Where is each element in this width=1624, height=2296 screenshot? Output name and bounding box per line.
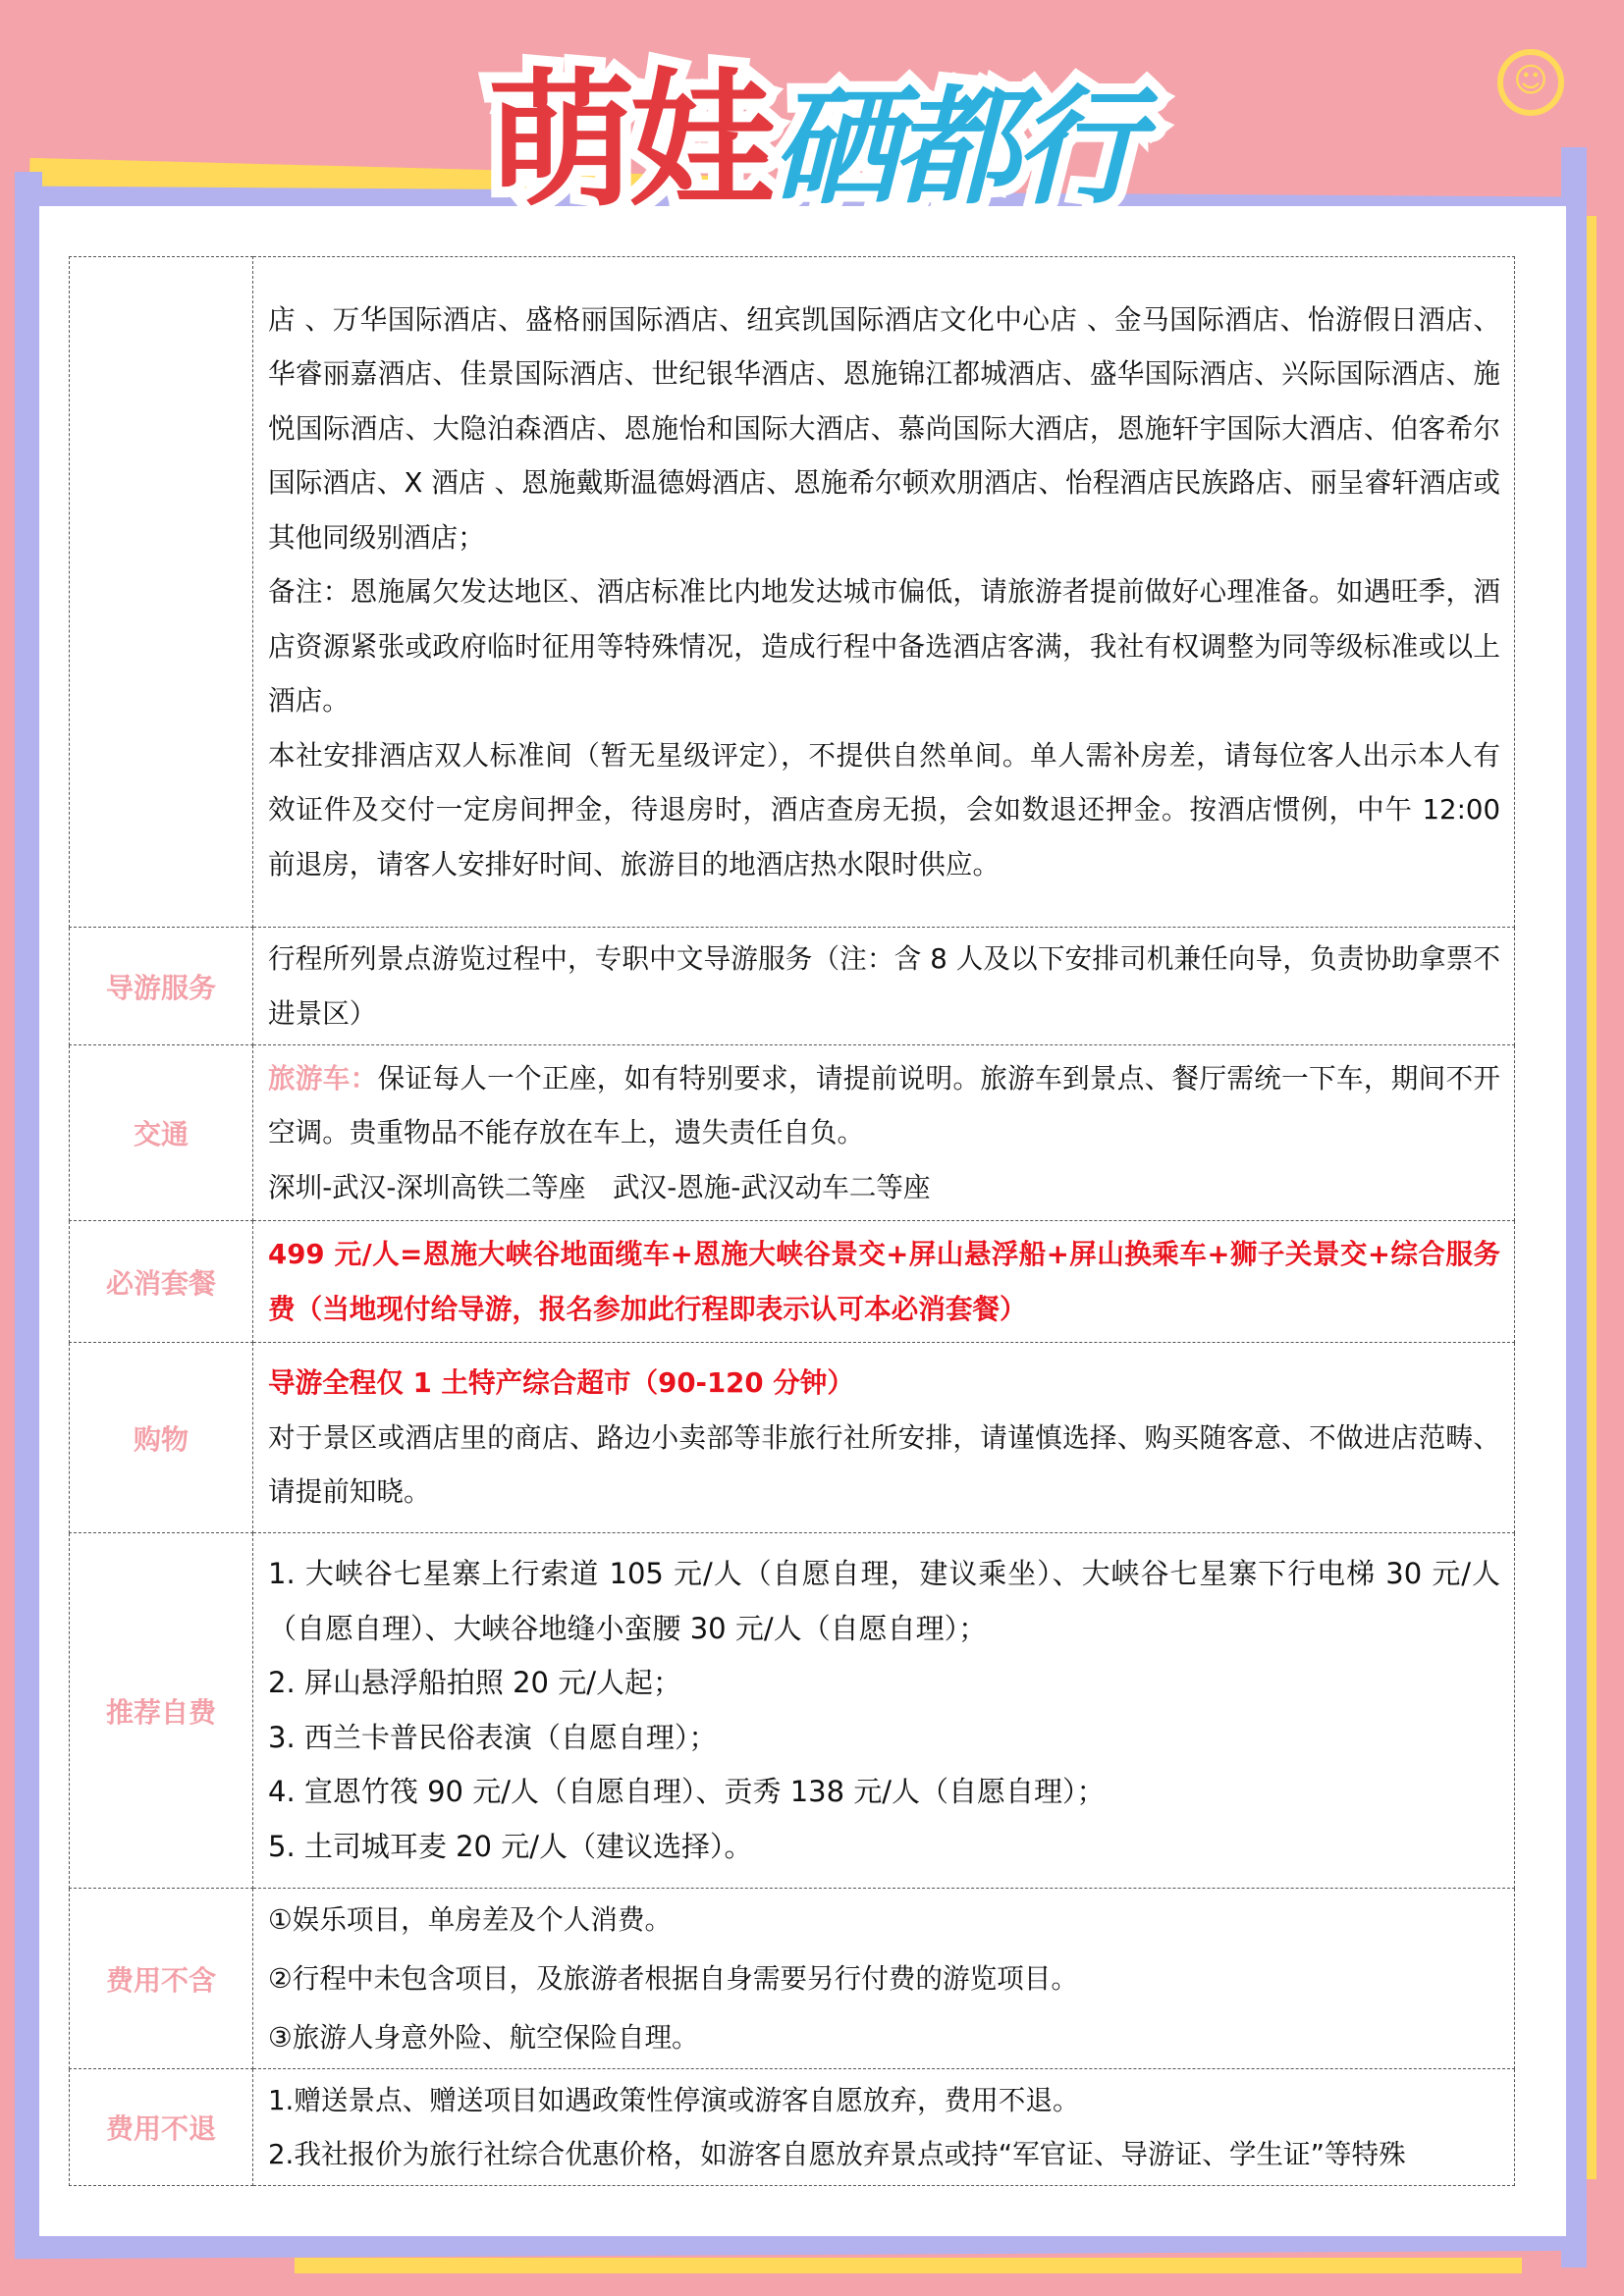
room-policy-text: 本社安排酒店双人标准间（暂无星级评定），不提供自然单间。单人需补房差，请每位客人出示本人有效证件及交付一定房间押金，待退房时，酒店查房无损，会如数退还押金。按酒店惯例，中午 12:00 前退房，请客人安排好时间、旅游目的地酒店热水限时供应。 bbox=[268, 738, 1500, 881]
bus-text: 保证每人一个正座，如有特别要求，请提前说明。旅游车到景点、餐厅需统一下车，期间不开空调。贵重物品不能存放在车上，遗失责任自负。 bbox=[268, 1061, 1500, 1149]
list-item: ③旅游人身意外险、航空保险自理。 bbox=[268, 2020, 699, 2054]
package-text: 499 元/人=恩施大峡谷地面缆车+恩施大峡谷景交+屏山悬浮船+屏山换乘车+狮子关景交+综合服务费（当地现付给导游，报名参加此行程即表示认可本必消套餐） bbox=[268, 1238, 1500, 1325]
decor-lavender-stripe bbox=[15, 172, 42, 2233]
guide-text: 行程所列景点游览过程中，专职中文导游服务（注：含 8 人及以下安排司机兼任向导，负责协助拿票不进景区） bbox=[268, 942, 1500, 1030]
train-text: 深圳-武汉-深圳高铁二等座 武汉-恩施-武汉动车二等座 bbox=[268, 1170, 931, 1203]
table-row-transport bbox=[70, 1045, 1515, 1221]
row-content bbox=[253, 2069, 1515, 2186]
logo-part-red: 萌娃 bbox=[487, 56, 771, 227]
row-content bbox=[253, 257, 1515, 928]
list-item: 1.赠送景点、赠送项目如遇政策性停演或游客自愿放弃，费用不退。 bbox=[268, 2083, 1080, 2116]
row-content bbox=[253, 1889, 1515, 2069]
row-label: 推荐自费 bbox=[70, 1533, 253, 1889]
row-label: 购物 bbox=[70, 1343, 253, 1533]
hotel-note-text: 备注：恩施属欠发达地区、酒店标准比内地发达城市偏低，请旅游者提前做好心理准备。如遇旺季，酒店资源紧张或政府临时征用等特殊情况，造成行程中备选酒店客满，我社有权调整为同等级标准或以上酒店。 bbox=[268, 575, 1500, 718]
table-row-excluded-fees bbox=[70, 1889, 1515, 2069]
row-content bbox=[253, 1533, 1515, 1889]
table-row-shopping bbox=[70, 1343, 1515, 1533]
list-item: ①娱乐项目，单房差及个人消费。 bbox=[268, 1902, 673, 1936]
row-label: 费用不含 bbox=[70, 1889, 253, 2069]
list-item: 3. 西兰卡普民俗表演（自愿自理）； bbox=[268, 1720, 718, 1754]
list-item: ②行程中未包含项目，及旅游者根据自身需要另行付费的游览项目。 bbox=[268, 1961, 1078, 1995]
row-label: 必消套餐 bbox=[70, 1221, 253, 1343]
row-content bbox=[253, 1221, 1515, 1343]
list-item: 4. 宣恩竹筏 90 元/人（自愿自理）、贡秀 138 元/人（自愿自理）； bbox=[268, 1775, 1106, 1808]
itinerary-info-table bbox=[69, 256, 1515, 2186]
row-label: 费用不退 bbox=[70, 2069, 253, 2186]
title-logo bbox=[0, 22, 1624, 234]
bus-label: 旅游车： bbox=[268, 1061, 378, 1095]
row-content bbox=[253, 1343, 1515, 1533]
table-row-guide bbox=[70, 928, 1515, 1045]
shopping-highlight: 导游全程仅 1 土特产综合超市（90-120 分钟） bbox=[268, 1366, 854, 1400]
table-row-hotel bbox=[70, 257, 1515, 928]
row-label bbox=[70, 257, 253, 928]
row-content bbox=[253, 928, 1515, 1045]
table-row-mandatory-package bbox=[70, 1221, 1515, 1343]
decor-yellow-stripe bbox=[295, 2258, 1522, 2273]
list-item: 5. 土司城耳麦 20 元/人（建议选择）。 bbox=[268, 1829, 753, 1863]
hotel-list-text: 店 、万华国际酒店、盛格丽国际酒店、纽宾凯国际酒店文化中心店 、金马国际酒店、怡游假日酒店、华睿丽嘉酒店、佳景国际酒店、世纪银华酒店、恩施锦江都城酒店、盛华国际酒店、兴际国际酒店、施悦国际酒店、大隐泊森酒店、恩施怡和国际大酒店、慕尚国际大酒店，恩施轩宇国际大酒店、伯客希尔国际酒店、X 酒店 、恩施戴斯温德姆酒店、恩施希尔顿欢朋酒店、怡程酒店民族路店、丽呈睿轩酒店或其他同级别酒店； bbox=[268, 302, 1500, 554]
shopping-text: 对于景区或酒店里的商店、路边小卖部等非旅行社所安排，请谨慎选择、购买随客意、不做进店范畴、请提前知晓。 bbox=[268, 1420, 1500, 1509]
table-row-non-refundable bbox=[70, 2069, 1515, 2186]
list-item: 1. 大峡谷七星寨上行索道 105 元/人（自愿自理，建议乘坐）、大峡谷七星寨下行电梯 30 元/人（自愿自理）、大峡谷地缝小蛮腰 30 元/人（自愿自理）； bbox=[268, 1557, 1500, 1645]
table-row-optional-fees bbox=[70, 1533, 1515, 1889]
row-label: 交通 bbox=[70, 1045, 253, 1221]
row-content bbox=[253, 1045, 1515, 1221]
row-label: 导游服务 bbox=[70, 928, 253, 1045]
logo-part-blue: 硒都行 bbox=[771, 73, 1137, 222]
list-item: 2. 屏山悬浮船拍照 20 元/人起； bbox=[268, 1666, 681, 1699]
sun-icon: ☺ bbox=[1497, 49, 1564, 116]
list-item: 2.我社报价为旅行社综合优惠价格，如游客自愿放弃景点或持“军官证、导游证、学生证”等特殊 bbox=[268, 2138, 1406, 2170]
